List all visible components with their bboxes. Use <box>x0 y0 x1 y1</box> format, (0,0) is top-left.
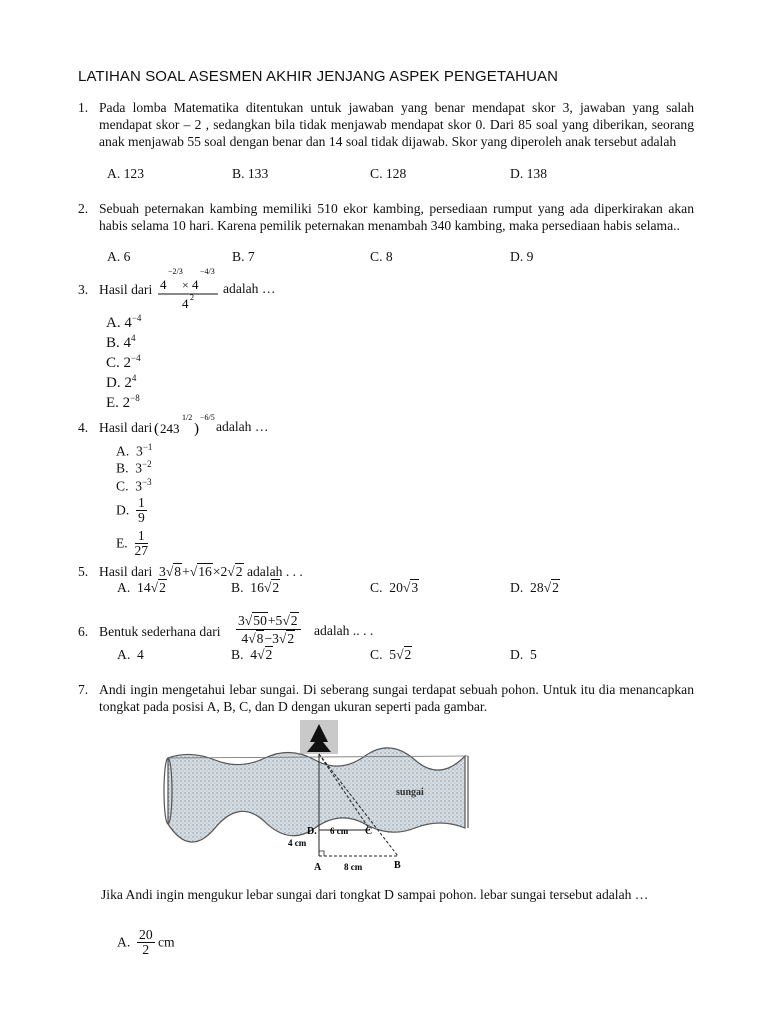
river-figure <box>160 720 480 875</box>
label-dc: 6 cm <box>330 826 349 836</box>
option-a[interactable]: A. 123 <box>107 166 145 181</box>
q4-inner-exponent: 1/2 <box>182 413 193 422</box>
question-prefix: Hasil dari <box>99 282 153 297</box>
question-6 <box>78 623 694 640</box>
q3-base-2: 4 <box>192 277 199 292</box>
svg-text:): ) <box>194 421 199 437</box>
q5-expression: 3√8+√16×2√2 <box>159 564 243 579</box>
option-a[interactable]: A. 14√2 <box>117 580 166 595</box>
q3-base-1: 4 <box>160 277 167 292</box>
question-number: 7. <box>78 682 89 697</box>
page-heading: LATIHAN SOAL ASESMEN AKHIR JENJANG ASPEK PENGETAHUAN <box>78 68 559 85</box>
option-d[interactable]: D. 138 <box>510 166 548 181</box>
option-b[interactable]: B. 4√2 <box>231 647 273 662</box>
q6-fraction <box>236 612 301 647</box>
question-7 <box>78 681 694 715</box>
option-a[interactable]: A. $4^{-4}$ <box>106 313 142 331</box>
question-text: Andi ingin mengetahui lebar sungai. Di seberang sungai terdapat sebuah pohon. Untuk itu dia menancapkan tongkat pada posisi A, B, C, dan D dengan ukuran seperti pada gambar. <box>99 682 694 714</box>
option-b[interactable]: B. $4^4$ <box>106 333 136 351</box>
q4-base: 243 <box>160 421 180 436</box>
river-label: sungai <box>396 787 424 798</box>
question-5 <box>78 563 694 580</box>
option-d[interactable]: D. 5 <box>510 647 537 662</box>
option-b[interactable]: B. 16√2 <box>231 580 280 595</box>
q3-denominator-exponent: 2 <box>190 293 194 302</box>
option-b[interactable]: B. 7 <box>232 249 255 264</box>
question-number: 6. <box>78 624 89 639</box>
question-7-option-a[interactable]: A. $\frac{20}{2}$ cm <box>117 927 175 957</box>
question-text: Sebuah peternakan kambing memiliki 510 ekor kambing, persediaan rumput yang ada diperkirakan akan habis selama 10 hari. Karena pemilik peternakan menambah 340 kambing, maka persediaan habis selama.. <box>99 201 694 233</box>
question-number: 1. <box>78 100 89 115</box>
question-2 <box>78 200 694 234</box>
option-b[interactable]: B. 133 <box>232 166 269 181</box>
svg-text:(: ( <box>154 421 159 437</box>
option-a[interactable]: A. 6 <box>107 249 131 264</box>
question-prefix: Bentuk sederhana dari <box>99 624 221 639</box>
option-d[interactable]: D. $\frac{1}{9}$ <box>116 495 145 525</box>
option-a[interactable]: A. $3^{-1}$ <box>116 442 153 459</box>
option-b[interactable]: B. $3^{-2}$ <box>116 459 152 476</box>
question-1 <box>78 99 694 150</box>
option-c[interactable]: C. 5√2 <box>370 647 412 662</box>
option-d[interactable]: D. 28√2 <box>510 580 559 595</box>
label-b: B <box>394 860 401 871</box>
option-e[interactable]: E. $2^{-8}$ <box>106 393 140 411</box>
q3-times: × <box>182 278 189 292</box>
question-text: Pada lomba Matematika ditentukan untuk jawaban yang benar mendapat skor 3, jawaban yang salah mendapat skor – 2 , sedangkan bila tidak menjawab mendapat skor 0. Dari 85 soal yang diberikan, seorang anak menjawab 55 soal dengan benar dan 14 soal tidak dijawab. Skor yang diperoleh anak tersebut adalah <box>99 100 694 149</box>
option-d[interactable]: D. $2^4$ <box>106 373 137 391</box>
option-c[interactable]: C. 20√3 <box>370 580 419 595</box>
question-suffix: adalah . . . <box>246 564 303 579</box>
option-e[interactable]: E. $\frac{1}{27}$ <box>116 528 149 558</box>
option-c[interactable]: C. $3^{-3}$ <box>116 477 152 494</box>
q3-expression <box>152 262 222 312</box>
label-c: C <box>365 826 373 837</box>
question-7-prompt: Jika Andi ingin mengukur lebar sungai dari tongkat D sampai pohon. lebar sungai tersebut adalah … <box>101 887 649 902</box>
question-prefix: Hasil dari <box>99 420 153 435</box>
label-a: A <box>314 862 322 873</box>
label-d: D. <box>307 826 317 837</box>
question-number: 3. <box>78 282 89 297</box>
q6-denominator: 4√8−3√2 <box>241 631 295 646</box>
question-suffix: adalah … <box>223 281 276 296</box>
q4-expression <box>154 408 216 440</box>
option-a[interactable]: A. 4 <box>117 647 144 662</box>
question-number: 2. <box>78 201 89 216</box>
option-c[interactable]: C. 128 <box>370 166 407 181</box>
question-suffix: adalah .. . . <box>314 623 374 638</box>
q3-exponent-2: −4/3 <box>200 267 215 276</box>
question-prefix: Hasil dari <box>99 564 153 579</box>
option-c[interactable]: C. $2^{-4}$ <box>106 353 141 371</box>
question-suffix: adalah … <box>216 419 269 434</box>
option-d[interactable]: D. 9 <box>510 249 534 264</box>
q3-denominator-base: 4 <box>182 296 189 311</box>
question-number: 4. <box>78 420 89 435</box>
q3-exponent-1: −2/3 <box>168 267 183 276</box>
option-c[interactable]: C. 8 <box>370 249 393 264</box>
q6-numerator: 3√50+5√2 <box>236 612 301 630</box>
label-ab: 8 cm <box>344 862 363 872</box>
q4-outer-exponent: −6/5 <box>200 413 215 422</box>
question-number: 5. <box>78 564 89 579</box>
label-ad: 4 cm <box>288 838 307 848</box>
